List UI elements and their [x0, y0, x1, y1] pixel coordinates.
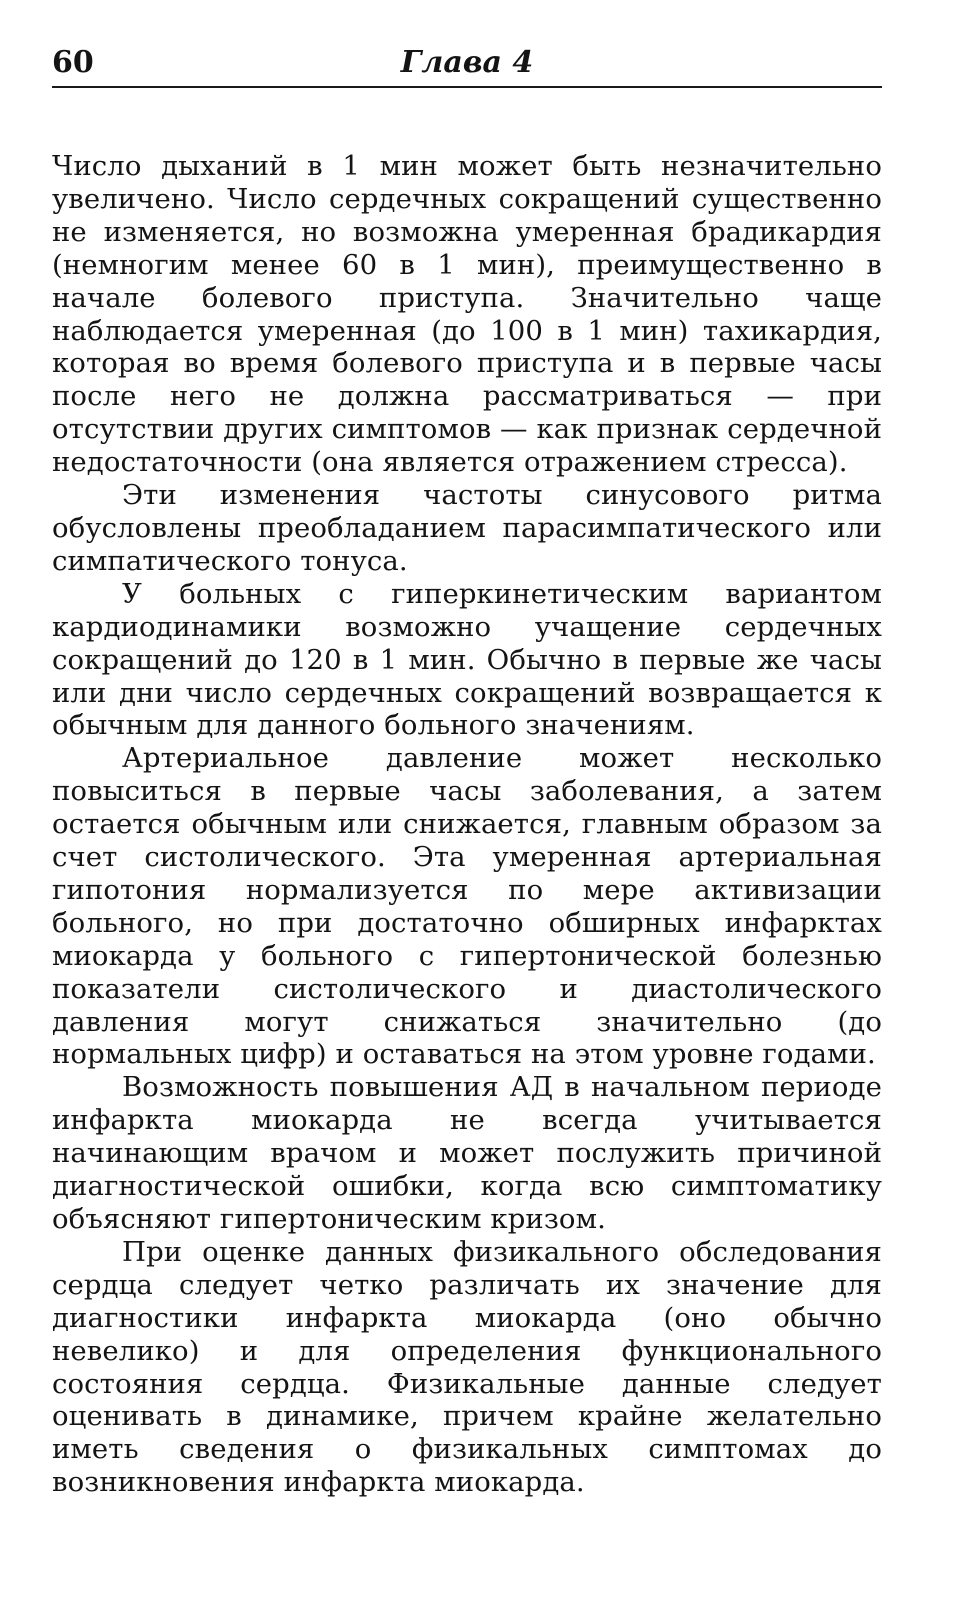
paragraph-arterial-pressure: Артериальное давление может несколько повыситься в первые часы заболевания, а затем остается обычным или снижается, главным образом за счет систолического. Эта умеренная артериальная гипотония нормализуется по мере активизации больного, но при достаточно обширных инфарктах миокарда у больного с гипертонической болезнью показатели систолического и диастолического давления могут снижаться значительно (до нормальных цифр) и оставаться на этом уровне годами.: [52, 742, 882, 1071]
paragraph-physical-examination: При оценке данных физикального обследования сердца следует четко различать их значение для диагностики инфаркта миокарда (оно обычно невелико) и для определения функционального состояния сердца. Физикальные данные следует оценивать в динамике, причем крайне желательно иметь сведения о физикальных симптомах до возникновения инфаркта миокарда.: [52, 1235, 882, 1499]
chapter-title: Глава 4: [400, 45, 534, 80]
paragraph-breathing-heart-rate: Число дыханий в 1 мин может быть незначительно увеличено. Число сердечных сокращений существенно не изменяется, но возможна умеренная брадикардия (немногим менее 60 в 1 мин), преимущественно в начале болевого приступа. Значительно чаще наблюдается умеренная (до 100 в 1 мин) тахикардия, которая во время болевого приступа и в первые часы после него не должна рассматриваться — при отсутствии других симптомов — как признак сердечной недостаточности (она является отражением стресса).: [52, 150, 882, 479]
paragraph-hyperkinetic-variant: У больных с гиперкинетическим вариантом кардиодинамики возможно учащение сердечных сокращений до 120 в 1 мин. Обычно в первые же часы или дни число сердечных сокращений возвращается к обычным для данного больного значениям.: [52, 577, 882, 742]
book-page: [52, 40, 882, 1580]
running-header: [52, 40, 882, 88]
paragraph-diagnostic-error: Возможность повышения АД в начальном периоде инфаркта миокарда не всегда учитывается начинающим врачом и может послужить причиной диагностической ошибки, когда всю симптоматику объясняют гипертоническим кризом.: [52, 1071, 882, 1235]
page-number: 60: [52, 45, 94, 80]
body-text: [52, 150, 882, 1499]
paragraph-sinus-rhythm: Эти изменения частоты синусового ритма обусловлены преобладанием парасимпатического или симпатического тонуса.: [52, 479, 882, 577]
